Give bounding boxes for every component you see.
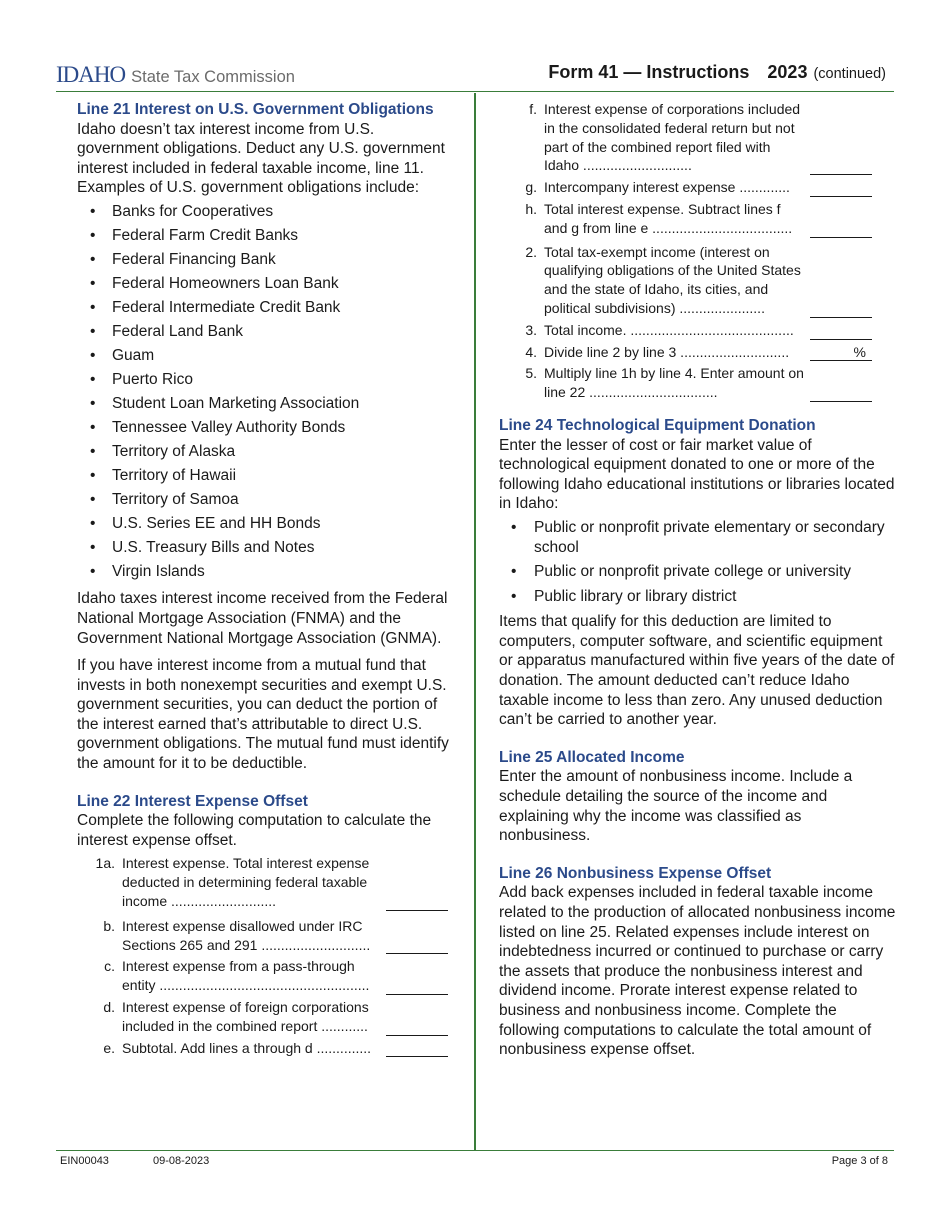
calc-row-label: g.	[525, 179, 537, 196]
list-item: • Public or nonprofit private elementary or secondary school	[499, 518, 897, 557]
list-item: • Tennessee Valley Authority Bonds	[77, 418, 455, 438]
line22-intro: Complete the following computation to calculate the interest expense offset.	[77, 812, 432, 849]
calc-row-1h	[499, 200, 897, 238]
list-item: • Puerto Rico	[77, 370, 455, 390]
list-item: • U.S. Series EE and HH Bonds	[77, 514, 455, 534]
calc-row-2	[499, 243, 897, 318]
list-item: • Banks for Cooperatives	[77, 202, 455, 222]
list-item: • Student Loan Marketing Association	[77, 394, 455, 414]
calc-row-text: Total interest expense. Subtract lines f and g from line e ....................................	[544, 200, 793, 236]
list-item: • Federal Homeowners Loan Bank	[77, 274, 455, 294]
calc-row-label: 5.	[525, 365, 537, 382]
list-item: • Territory of Alaska	[77, 442, 455, 462]
calc-row-1c	[77, 957, 455, 995]
document-id: EIN00043	[60, 1155, 109, 1167]
line21-intro: Idaho doesn’t tax interest income from U.S. government obligations. Deduct any U.S. government interest included in federal taxable income, line 11. Examples of U.S. government obligations include:	[77, 120, 445, 197]
column-divider	[474, 93, 476, 1151]
line26-heading: Line 26 Nonbusiness Expense Offset	[499, 864, 772, 882]
line21-heading: Line 21 Interest on U.S. Government Obligations	[77, 101, 434, 118]
continued-note: (continued)	[813, 66, 886, 82]
line21-fnma-paragraph: Idaho taxes interest income received from the Federal National Mortgage Association (FNMA) and the Government National Mortgage Association (GNMA).	[77, 590, 448, 647]
calc-row-label: b.	[103, 917, 115, 934]
calc-row-text: Interest expense. Total interest expense deducted in determining federal taxable income ...........................	[122, 855, 370, 910]
idaho-logo-mark: IDAHO	[56, 62, 126, 87]
list-item: • Guam	[77, 346, 455, 366]
calc-row-text: Interest expense disallowed under IRC Sections 265 and 291 ............................	[122, 917, 371, 953]
list-item: • Territory of Samoa	[77, 490, 455, 510]
answer-field-1e[interactable]	[386, 1039, 448, 1057]
calc-row-text: Total income. ..........................................	[544, 321, 794, 338]
line25-text: Enter the amount of nonbusiness income. Include a schedule detailing the source of the income and explaining why the income was classified as nonbusiness.	[499, 768, 853, 845]
calc-row-label: f.	[529, 101, 537, 117]
calc-row-text: Multiply line 1h by line 4. Enter amount on line 22 .................................	[544, 365, 804, 401]
agency-logo	[56, 62, 295, 86]
calc-row-label: e.	[103, 1039, 115, 1056]
calc-row-text: Interest expense of foreign corporations included in the combined report ............	[122, 999, 369, 1034]
calc-row-1a	[77, 854, 455, 910]
calc-row-4	[499, 343, 897, 362]
answer-field-1f[interactable]	[810, 157, 872, 175]
line21-mutual-fund-paragraph: If you have interest income from a mutual fund that invests in both nonexempt securities and exempt U.S. government securities, you can deduct the portion of the interest earned that’s attributable to direct U.S. government obligations. The mutual fund must identify the amount for it to be deductible.	[77, 657, 449, 773]
answer-field-1d[interactable]	[386, 1018, 448, 1036]
line26-text: Add back expenses included in federal taxable income related to the production of allocated nonbusiness income listed on line 25. Related expenses include interest on indebtedness incurred or continued to purchase or carry the assets that produce the nonbusiness interest and dividend income. Prorate interest expense related to business and nonbusiness income. Complete the following computations to calculate the total amount of nonbusiness expense offset.	[499, 884, 896, 1059]
line22-computation-left	[77, 854, 455, 1057]
page-footer	[56, 1150, 894, 1167]
calc-row-3	[499, 321, 897, 340]
list-item: • Federal Financing Bank	[77, 250, 455, 270]
answer-field-1c[interactable]	[386, 977, 448, 995]
line21-obligations-list	[77, 202, 455, 581]
agency-name: State Tax Commission	[131, 68, 295, 86]
answer-field-1b[interactable]	[386, 936, 448, 954]
list-item: • Federal Intermediate Credit Bank	[77, 298, 455, 318]
calc-row-label: 2.	[525, 243, 537, 260]
line22-computation-right	[499, 100, 897, 402]
line24-institutions-list	[499, 518, 897, 606]
revision-date: 09-08-2023	[153, 1155, 210, 1167]
line24-qualify-paragraph: Items that qualify for this deduction are limited to computers, computer software, and scientific equipment or apparatus manufactured within five years of the date of donation. The amount deducted can’t reduce Idaho taxable income to less than zero. Any unused deduction can’t be carried to another year.	[499, 613, 895, 729]
answer-field-1h[interactable]	[810, 220, 872, 238]
calc-row-label: h.	[525, 200, 537, 217]
list-item: • U.S. Treasury Bills and Notes	[77, 538, 455, 558]
line24-intro: Enter the lesser of cost or fair market value of technological equipment donated to one or more of the following Idaho educational institutions or libraries located in Idaho:	[499, 436, 895, 513]
answer-field-1g[interactable]	[810, 179, 872, 197]
list-item: • Virgin Islands	[77, 562, 455, 582]
answer-field-2[interactable]	[810, 300, 872, 318]
calc-row-text: Interest expense from a pass-through entity ......................................................	[122, 958, 370, 994]
calc-row-1e	[77, 1039, 455, 1058]
form-title: Form 41 — Instructions	[548, 62, 750, 82]
page-header	[56, 60, 894, 92]
list-item: • Public or nonprofit private college or university	[499, 562, 897, 582]
calc-row-text: Interest expense of corporations included in the consolidated federal return but not part of the combined report filed with Idaho ............................	[544, 101, 801, 174]
calc-row-text: Subtotal. Add lines a through d ..............	[122, 1039, 372, 1056]
calc-row-label: d.	[103, 999, 115, 1016]
calc-row-1f	[499, 100, 897, 175]
tax-year: 2023	[767, 62, 808, 82]
calc-row-1b	[77, 917, 455, 955]
calc-row-text: Intercompany interest expense .............	[544, 179, 790, 196]
page-number: Page 3 of 8	[831, 1155, 888, 1167]
list-item: • Federal Land Bank	[77, 322, 455, 342]
line25-heading: Line 25 Allocated Income	[499, 748, 685, 766]
calc-row-text: Total tax-exempt income (interest on qualifying obligations of the United States and the state of Idaho, its cities, and political subdivisions) ......................	[544, 243, 801, 316]
calc-row-text: Divide line 2 by line 3 ............................	[544, 343, 790, 360]
form-title-block	[548, 62, 886, 83]
line22-heading: Line 22 Interest Expense Offset	[77, 792, 308, 810]
calc-row-label: 3.	[525, 321, 537, 338]
calc-row-1d	[77, 998, 455, 1036]
answer-field-1a[interactable]	[386, 893, 448, 911]
answer-field-3[interactable]	[810, 322, 872, 340]
list-item: • Federal Farm Credit Banks	[77, 226, 455, 246]
answer-field-4-percent[interactable]: %	[810, 343, 872, 361]
calc-row-label: 4.	[525, 343, 537, 360]
list-item: • Public library or library district	[499, 587, 897, 607]
line24-heading: Line 24 Technological Equipment Donation	[499, 416, 816, 434]
calc-row-label: c.	[104, 958, 115, 975]
answer-field-5[interactable]	[810, 384, 872, 402]
calc-row-5	[499, 364, 897, 402]
left-column	[77, 100, 455, 1060]
calc-row-1g	[499, 178, 897, 197]
calc-row-label: 1a.	[95, 855, 115, 872]
list-item: • Territory of Hawaii	[77, 466, 455, 486]
right-column	[499, 100, 897, 1060]
